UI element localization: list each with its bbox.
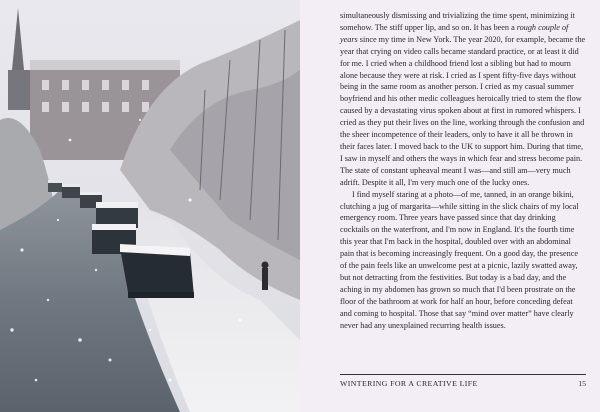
paragraph bbox=[340, 189, 586, 332]
page-number: 15 bbox=[578, 379, 586, 388]
text-run: since my time in New York. The year 2020, for example, became the year that crying on video calls became standard practice, or at least it did for me. I cried when a childhood friend lost a sibling but had to mourn alone because they were at risk. I cried as I spent fifty-five days without being in the same room as another person. I cried as my casual summer boyfriend and his other medic colleagues heroically tried to stem the flow caused by a devastating virus spoken about at first in rumored whispers. I cried as they put their lives on the line, working through the confusion and the sheer incompetence of their leaders, only to have it all be thrown in their faces later. I moved back to the UK to support him. During that time, I saw in myself and others the ways in which fear and stress become pain. The state of constant upheaval meant I was—and still am—very much adrift. Despite it all, I'm very much one of the lucky ones. bbox=[340, 34, 586, 187]
footer-rule bbox=[340, 374, 586, 375]
text-run: simultaneously dismissing and trivializing the time spent, minimizing it somehow. The stiff upper lip, and so on. It has been a bbox=[340, 11, 575, 32]
italic-phrase: rough couple of years bbox=[340, 22, 569, 44]
book-page bbox=[300, 0, 600, 412]
running-footer-title: WINTERING FOR A CREATIVE LIFE bbox=[340, 379, 478, 388]
paragraph bbox=[340, 10, 586, 189]
text-run: I find myself staring at a photo—of me, tanned, in an orange bikini, clutching a jug of margarita—while sitting in the slick chairs of my local emergency room. Three years have passed since that day drinking cocktails on the waterfront, and I'm now in England. It's the fourth time this year that I'm back in the hospital, doubled over with an abdominal pain that is becoming increasingly frequent. On a good day, the presence of the pain feels like an unwelcome pest at a picnic, lazily swatted away, but not detracting from the festivities. But today is a bad day, and the aching in my abdomen has grown so much that I'd been prostrate on the floor of the bathroom at work for half an hour, before conceding defeat and coming to hospital. Those that say “mind over matter” have clearly never had any unexplained recurring health issues. bbox=[340, 189, 579, 330]
body-text bbox=[340, 10, 586, 331]
